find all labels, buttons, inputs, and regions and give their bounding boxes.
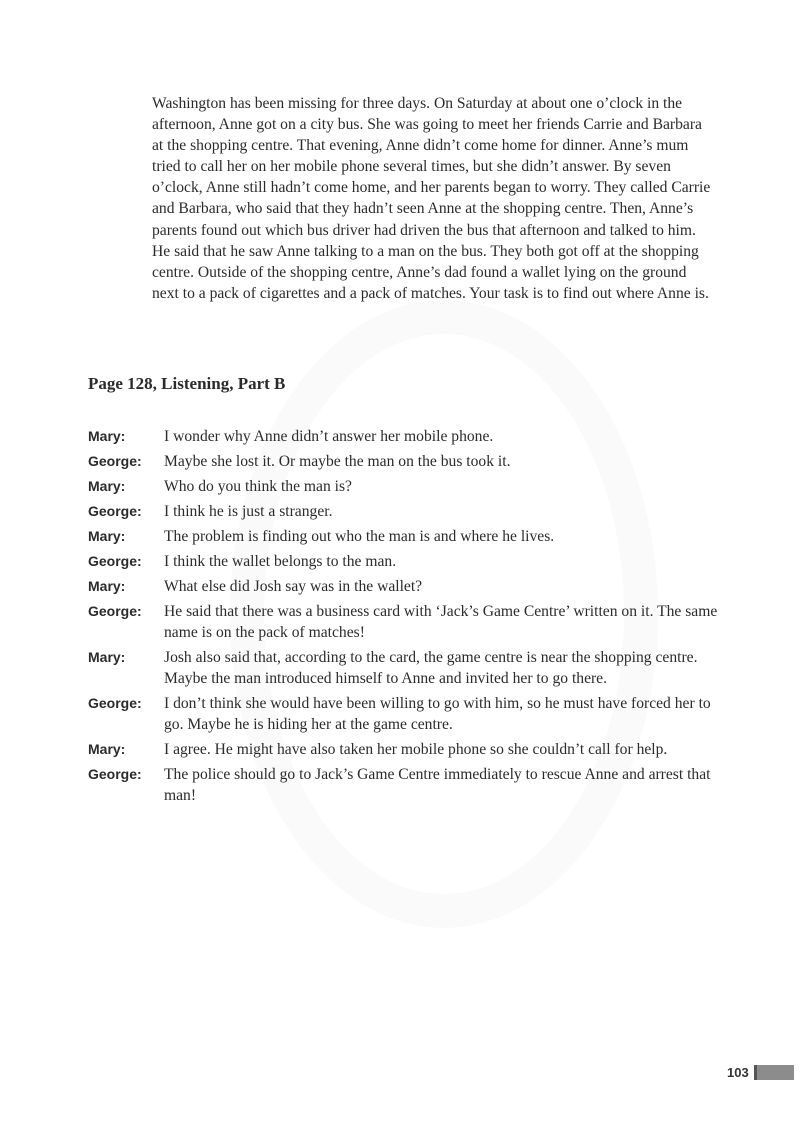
speaker-name: George:: [88, 766, 142, 782]
dialogue-line: Maybe she lost it. Or maybe the man on the bus took it.: [164, 453, 511, 470]
speaker-name: George:: [88, 603, 142, 619]
page-number-bar: [754, 1065, 794, 1080]
dialogue-turn: [88, 476, 718, 497]
speaker-name: Mary:: [88, 578, 126, 594]
dialogue-line: I wonder why Anne didn’t answer her mobile phone.: [164, 428, 494, 445]
intro-text: Washington has been missing for three days. On Saturday at about one o’clock in the afternoon, Anne got on a city bus. She was going to meet her friends Carrie and Barbara at the shopping centre. That evening, Anne didn’t come home for dinner. Anne’s mum tried to call her on her mobile phone several times, but she didn’t answer. By seven o’clock, Anne still hadn’t come home, and her parents began to worry. They called Carrie and Barbara, who said that they hadn’t seen Anne at the shopping centre. Then, Anne’s parents found out which bus driver had driven the bus that afternoon and talked to him. He said that he saw Anne talking to a man on the bus. They both got off at the shopping centre. Outside of the shopping centre, Anne’s dad found a wallet lying on the ground next to a pack of cigarettes and a pack of matches. Your task is to find out where Anne is.: [152, 95, 711, 302]
speaker-name: George:: [88, 503, 142, 519]
dialogue-line: The police should go to Jack’s Game Centre immediately to rescue Anne and arrest that man!: [164, 766, 711, 804]
dialogue-line: I think the wallet belongs to the man.: [164, 553, 397, 570]
speaker-name: George:: [88, 695, 142, 711]
dialogue-line: He said that there was a business card with ‘Jack’s Game Centre’ written on it. The same name is on the pack of matches!: [164, 603, 718, 641]
dialogue-turn: [88, 576, 718, 597]
dialogue-turn: [88, 501, 718, 522]
speaker-name: Mary:: [88, 478, 126, 494]
speaker-name: Mary:: [88, 428, 126, 444]
dialogue-turn: [88, 693, 718, 735]
dialogue-turn: [88, 526, 718, 547]
speaker-name: Mary:: [88, 528, 126, 544]
dialogue-turn: [88, 647, 718, 689]
dialogue-turn: [88, 764, 718, 806]
dialogue-turn: [88, 451, 718, 472]
speaker-name: Mary:: [88, 741, 126, 757]
page-number: [727, 1065, 794, 1080]
dialogue-turn: [88, 601, 718, 643]
dialogue-line: Who do you think the man is?: [164, 478, 352, 495]
speaker-name: Mary:: [88, 649, 126, 665]
speaker-name: George:: [88, 553, 142, 569]
speaker-name: George:: [88, 453, 142, 469]
dialogue-line: I agree. He might have also taken her mobile phone so she couldn’t call for help.: [164, 741, 668, 758]
dialogue-turn: [88, 739, 718, 760]
dialogue-line: I don’t think she would have been willing to go with him, so he must have forced her to go. Maybe he is hiding her at the game centre.: [164, 695, 711, 733]
dialogue: [88, 426, 718, 810]
dialogue-turn: [88, 426, 718, 447]
dialogue-line: Josh also said that, according to the card, the game centre is near the shopping centre. Maybe the man introduced himself to Anne and invited her to go there.: [164, 649, 698, 687]
dialogue-line: I think he is just a stranger.: [164, 503, 333, 520]
page-number-text: 103: [727, 1065, 749, 1080]
section-heading: Page 128, Listening, Part B: [88, 374, 286, 393]
dialogue-line: The problem is finding out who the man is and where he lives.: [164, 528, 555, 545]
intro-paragraph: [152, 93, 712, 304]
dialogue-turn: [88, 551, 718, 572]
dialogue-line: What else did Josh say was in the wallet?: [164, 578, 423, 595]
